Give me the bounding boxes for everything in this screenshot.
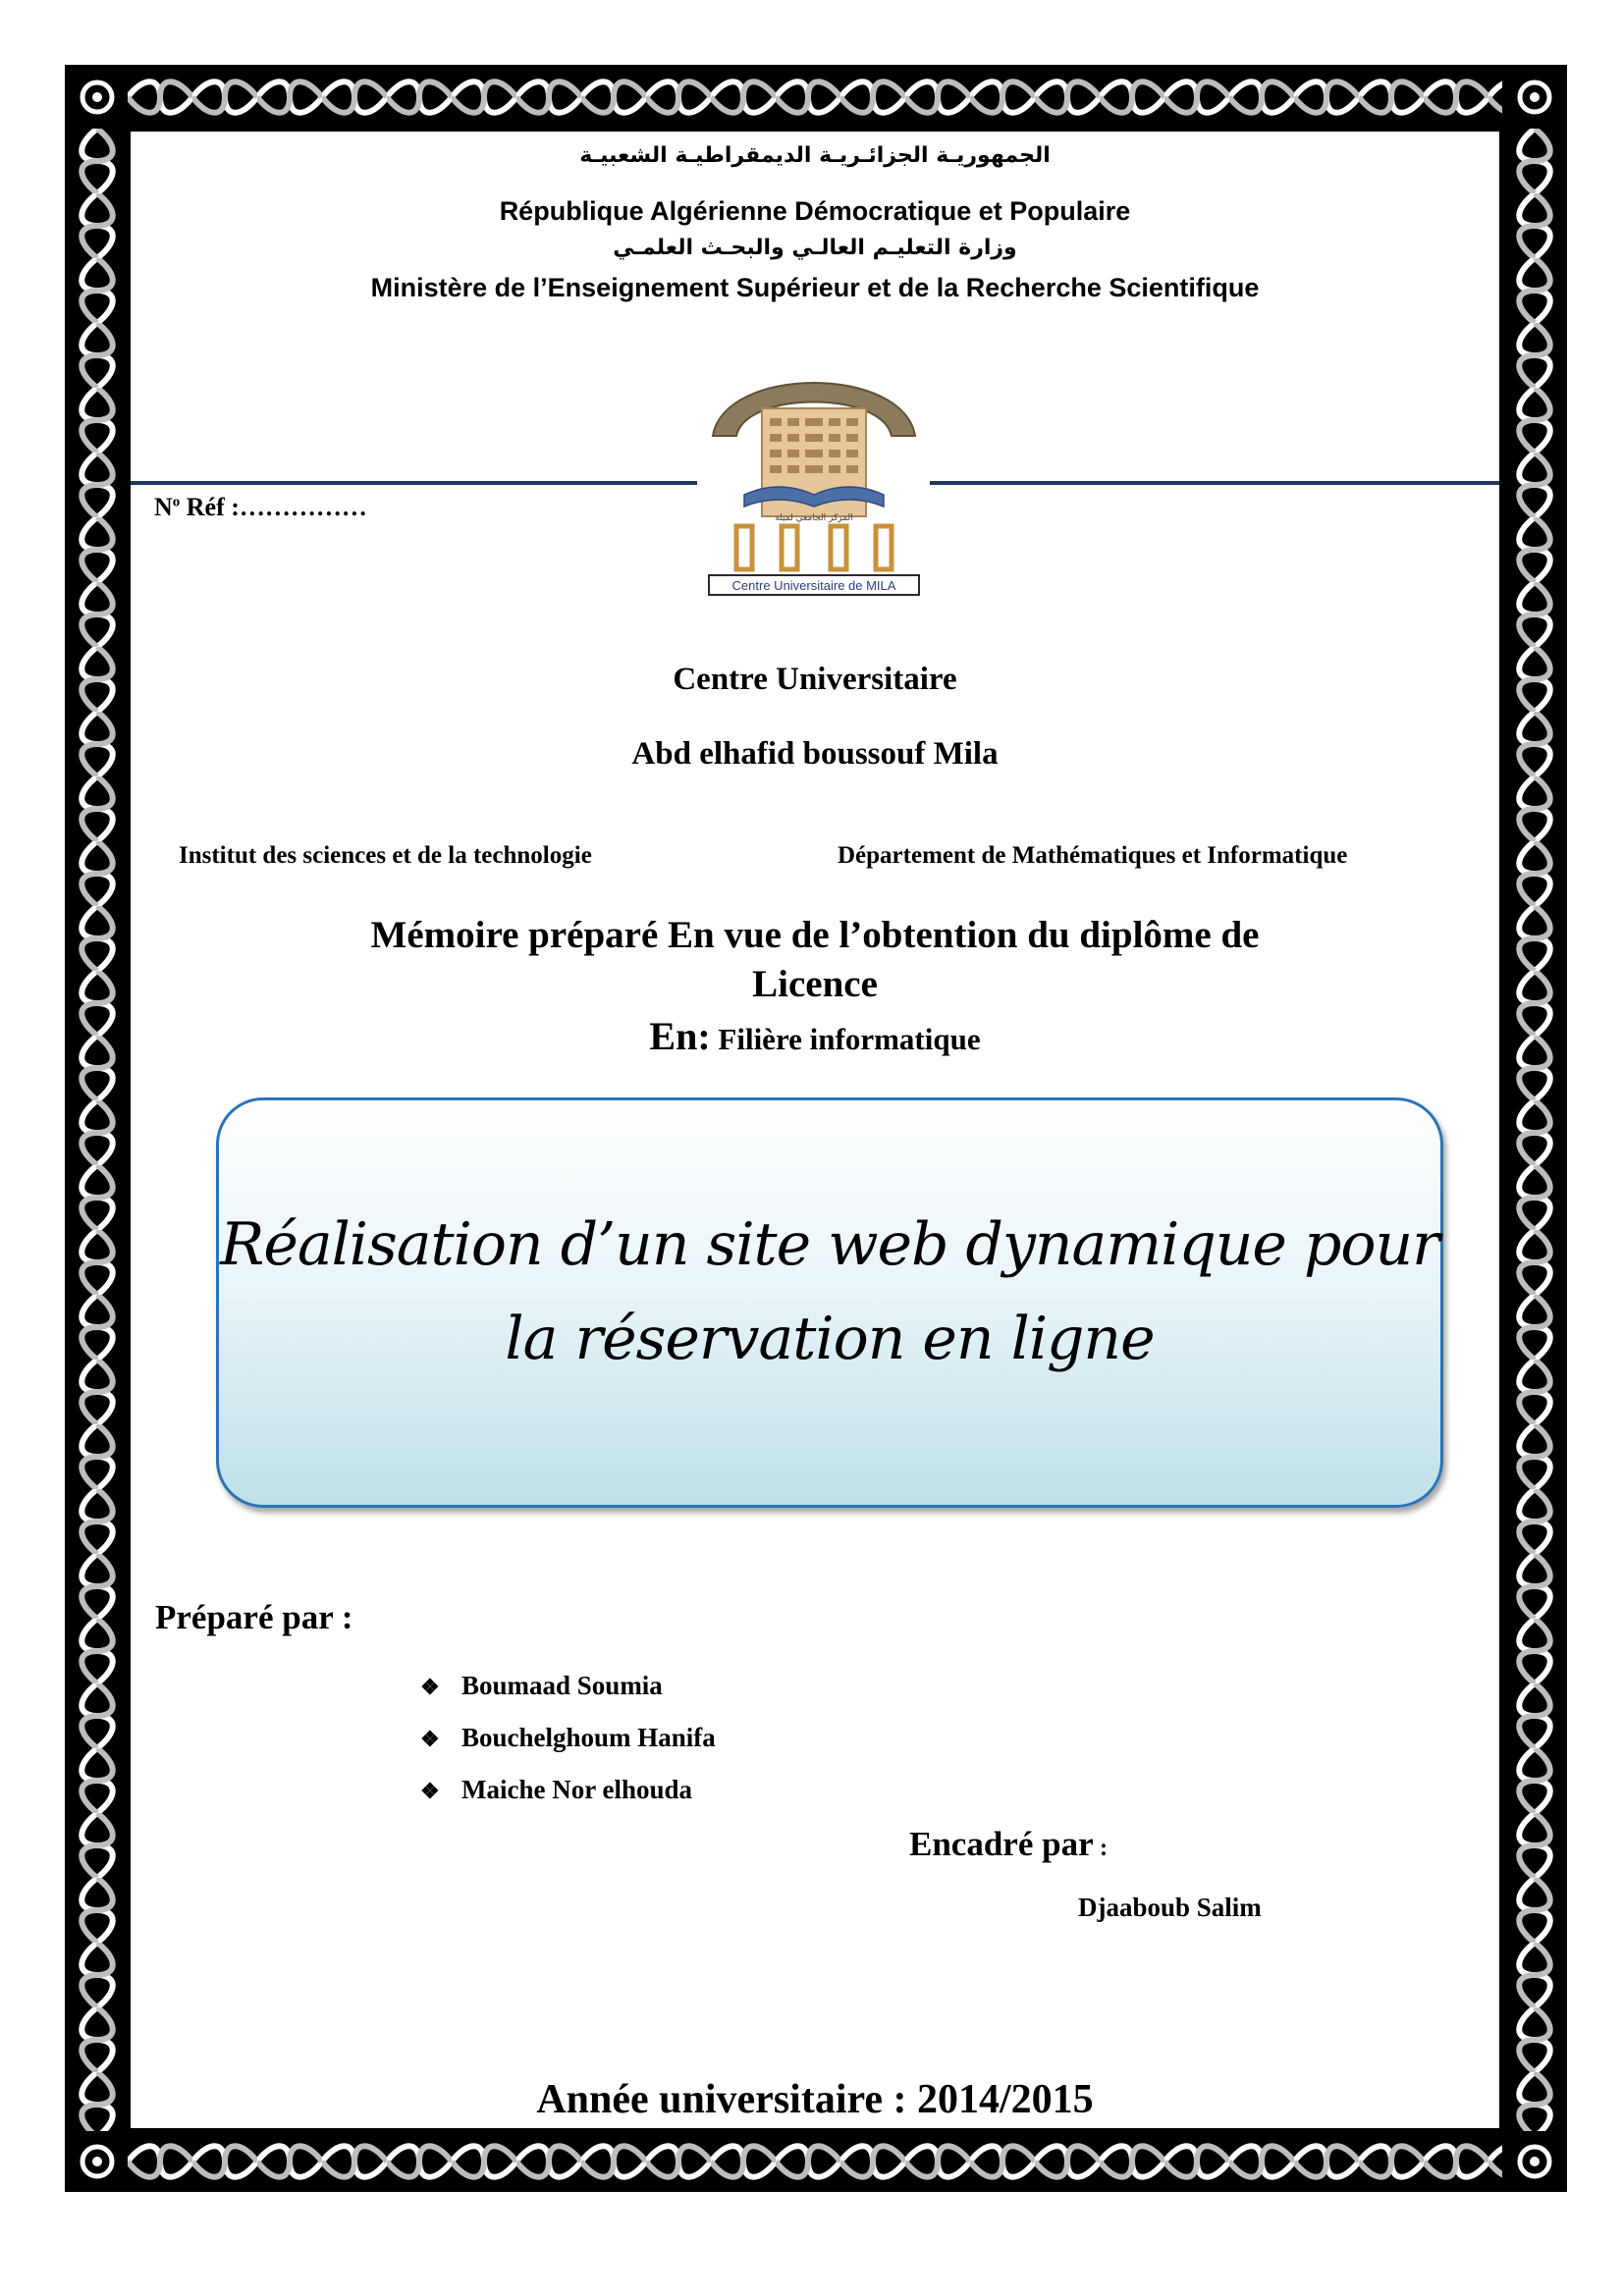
reference-prefix: N [154,493,173,521]
reference-label: Réf :…………… [180,493,367,521]
thesis-title [216,1198,1443,1386]
university-logo [705,357,923,599]
memoire-line1: Mémoire préparé En vue de l’obtention du diplôme de [370,914,1260,956]
institute-name: Institut des sciences et de la technologie [179,842,592,869]
logo-arabic-caption: المركز الجامعي لميلة [775,513,853,523]
border-chain-right [1510,129,1559,2131]
memoire-degree: Licence [752,963,878,1005]
diamond-bullet-icon: ❖ [420,1675,440,1699]
thesis-title-line1: Réalisation d’un site web dynamique pour [220,1210,1439,1279]
student-name: Bouchelghoum Hanifa [461,1723,716,1752]
header-arabic-ministry: وزارة التعليـم العالـي والبحـث العلمـي [613,236,1017,260]
student-item [420,1775,692,1805]
border-chain-bottom [128,2137,1502,2186]
academic-year: Année universitaire : 2014/2015 [536,2077,1094,2122]
header-ministry: Ministère de l’Enseignement Supérieur et de la Recherche Scientifique [370,273,1260,302]
corner-ornament-icon [73,2137,122,2186]
diamond-bullet-icon: ❖ [420,1727,440,1751]
student-name: Boumaad Soumia [461,1671,663,1700]
supervised-by-label [909,1825,1108,1864]
header-rule-right [930,481,1499,485]
institution-name: Centre Universitaire [673,662,957,697]
student-item [420,1671,663,1701]
reference-number [154,493,367,522]
institution-location: Abd elhafid boussouf Mila [631,736,999,772]
diamond-bullet-icon: ❖ [420,1779,440,1803]
supervised-by-text: Encadré par [909,1825,1094,1863]
student-name: Maiche Nor elhouda [461,1775,692,1804]
corner-ornament-icon [73,73,122,122]
border-chain-top [128,73,1502,122]
logo-caption: Centre Universitaire de MILA [731,578,896,593]
corner-ornament-icon [1510,73,1559,122]
header-rule-left [131,481,697,485]
memoire-filiere [137,1013,1492,1059]
reference-sup: o [172,494,181,510]
prepared-by-label: Préparé par : [155,1598,353,1636]
border-chain-left [73,129,122,2131]
corner-ornament-icon [1510,2137,1559,2186]
student-item [420,1723,716,1753]
supervised-by-colon: : [1093,1835,1109,1861]
memoire-en-label: En: [649,1014,711,1058]
thesis-title-line2: la réservation en ligne [505,1305,1155,1373]
memoire-filiere-value: Filière informatique [710,1022,981,1056]
header-republic: République Algérienne Démocratique et Populaire [499,196,1131,226]
department-name: Département de Mathématiques et Informatique [838,842,1348,869]
header-arabic-republic: الجمهوريـة الجزائـريـة الديمقراطيـة الشعبيـة [579,143,1051,168]
supervisor-name: Djaaboub Salim [1078,1893,1262,1922]
